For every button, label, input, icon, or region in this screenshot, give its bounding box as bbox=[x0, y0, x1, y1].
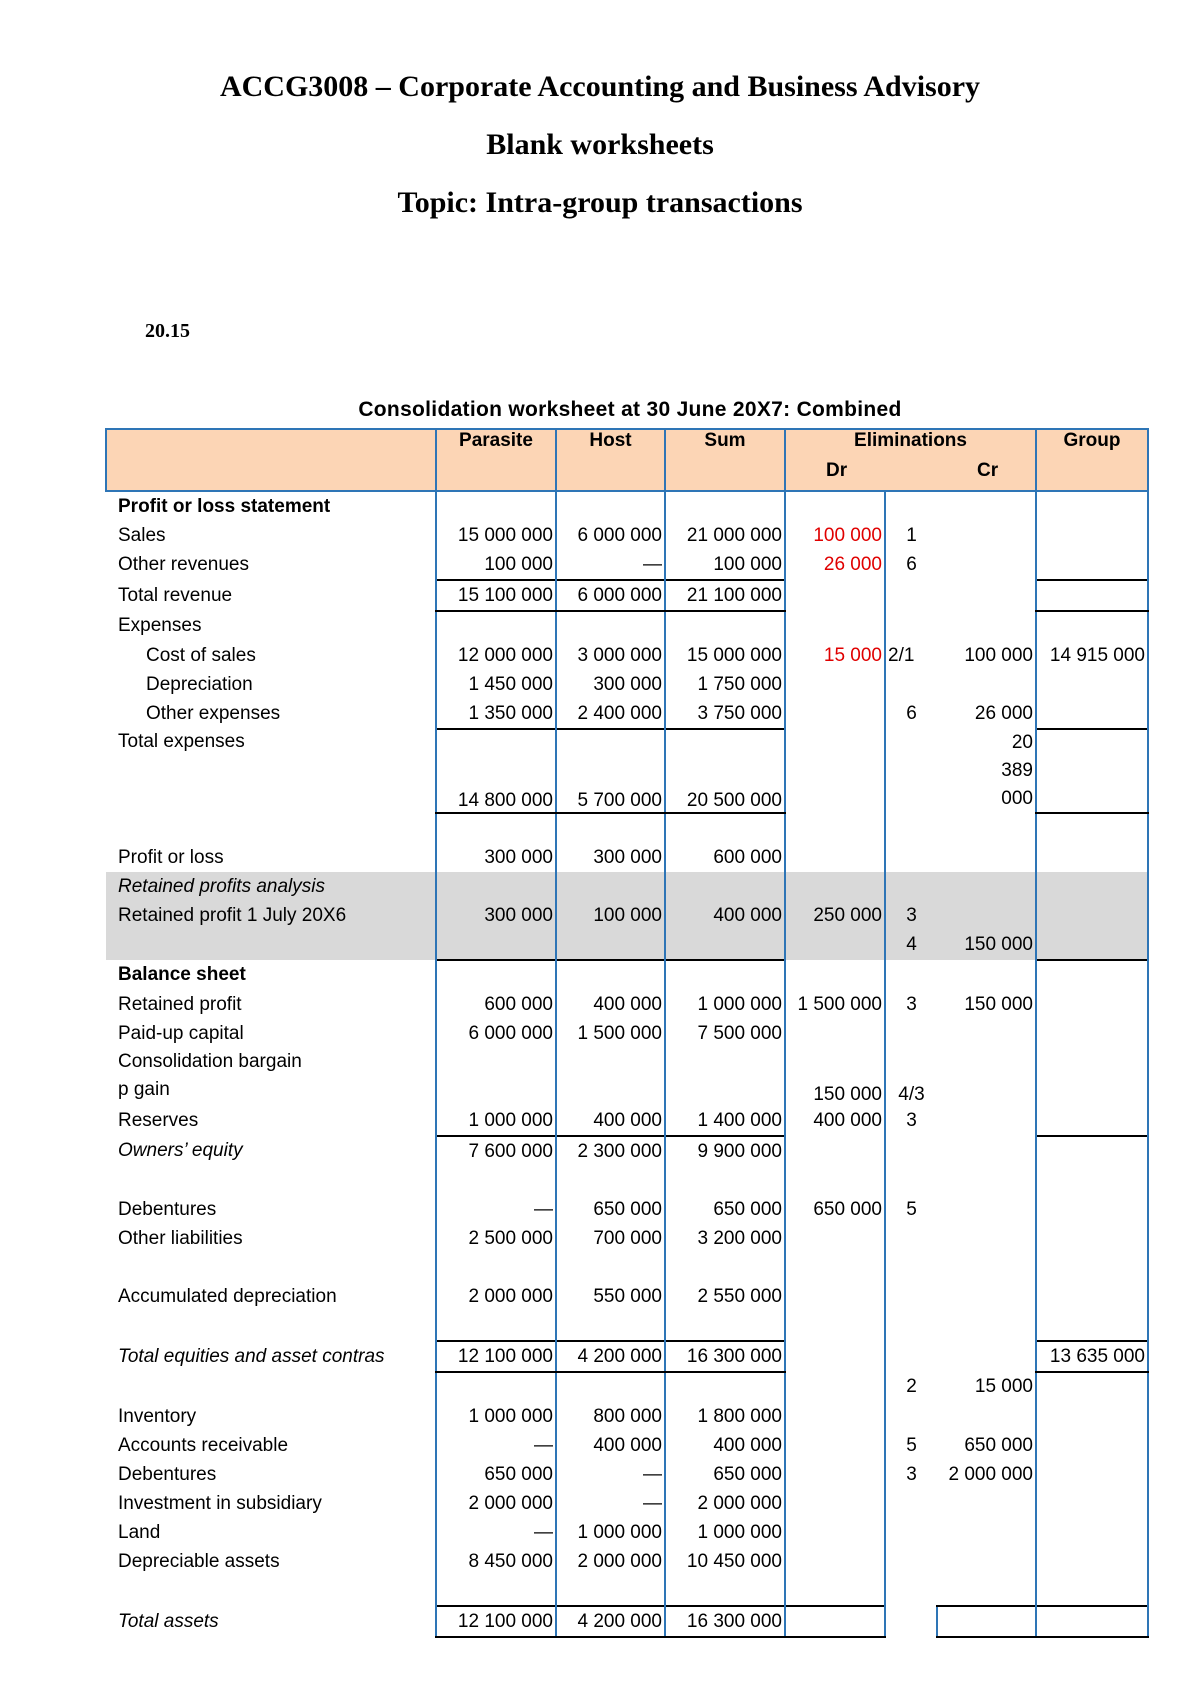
row-label: Expenses bbox=[118, 615, 202, 636]
parasite-cell: 6 000 000 bbox=[436, 1019, 556, 1048]
row-label: Debentures bbox=[118, 1198, 217, 1220]
row-label: Total assets bbox=[118, 1610, 219, 1632]
table-row bbox=[106, 1431, 1148, 1460]
ref-cell: 4/3 bbox=[885, 1048, 937, 1106]
row-label: Owners’ equity bbox=[118, 1140, 243, 1161]
sum-cell: 2 550 000 bbox=[665, 1282, 785, 1311]
row-label: Total expenses bbox=[118, 731, 245, 752]
group-cell bbox=[1036, 580, 1148, 611]
table-row bbox=[106, 843, 1148, 872]
host-cell: 400 000 bbox=[556, 1106, 665, 1136]
cr-cell: 150 000 bbox=[964, 993, 1033, 1015]
parasite-cell: 1 450 000 bbox=[436, 670, 556, 699]
host-cell: 2 400 000 bbox=[556, 699, 665, 729]
header-row bbox=[106, 429, 1148, 460]
sum-cell: 1 800 000 bbox=[665, 1402, 785, 1431]
col-header-cr: Cr bbox=[937, 460, 1036, 491]
table-row bbox=[106, 930, 1148, 960]
parasite-cell: 650 000 bbox=[436, 1460, 556, 1489]
question-number: 20.15 bbox=[145, 320, 190, 342]
spacer-row bbox=[106, 813, 1148, 843]
table-row bbox=[106, 901, 1148, 930]
row-label: Other expenses bbox=[146, 703, 281, 724]
table-row bbox=[106, 580, 1148, 611]
host-cell: 1 500 000 bbox=[556, 1019, 665, 1048]
consolidation-worksheet bbox=[105, 428, 1149, 1638]
table-row bbox=[106, 1136, 1148, 1166]
parasite-cell: 300 000 bbox=[436, 843, 556, 872]
parasite-cell: 2 000 000 bbox=[436, 1489, 556, 1518]
parasite-cell: 14 800 000 bbox=[436, 729, 556, 813]
host-cell: 6 000 000 bbox=[556, 521, 665, 550]
parasite-cell: 600 000 bbox=[436, 990, 556, 1019]
table-row bbox=[106, 1489, 1148, 1518]
dr-cell: 100 000 bbox=[785, 521, 885, 550]
row-label: Accumulated depreciation bbox=[118, 1285, 337, 1307]
parasite-cell: 8 450 000 bbox=[436, 1547, 556, 1576]
parasite-cell: 100 000 bbox=[436, 550, 556, 580]
ref-cell: 5 bbox=[885, 1431, 937, 1460]
ref-cell: 2/1 bbox=[885, 641, 937, 670]
row-label: Other revenues bbox=[118, 554, 249, 575]
ref-cell: 2 bbox=[885, 1372, 937, 1402]
ref-cell: 5 bbox=[885, 1195, 937, 1224]
header-label-cell bbox=[106, 429, 436, 460]
group-cell bbox=[1036, 1606, 1148, 1637]
table-row bbox=[106, 1606, 1148, 1637]
host-cell: 300 000 bbox=[556, 843, 665, 872]
section-title-pl: Profit or loss statement bbox=[118, 495, 331, 517]
ref-cell: 1 bbox=[885, 521, 937, 550]
table-row bbox=[106, 1341, 1148, 1372]
parasite-cell: — bbox=[436, 1195, 556, 1224]
table-row bbox=[106, 1460, 1148, 1489]
dr-cell: 150 000 bbox=[785, 1048, 885, 1106]
table-row bbox=[106, 1106, 1148, 1136]
sum-cell: 650 000 bbox=[665, 1460, 785, 1489]
sum-cell: 600 000 bbox=[665, 843, 785, 872]
ref-cell: 4 bbox=[885, 930, 937, 960]
col-header-sum: Sum bbox=[665, 429, 785, 460]
table-row bbox=[106, 611, 1148, 641]
row-label: Sales bbox=[118, 524, 166, 546]
parasite-cell: 2 500 000 bbox=[436, 1224, 556, 1253]
cr-cell: 100 000 bbox=[964, 644, 1033, 666]
col-header-host: Host bbox=[556, 429, 665, 460]
section-title-rp-analysis: Retained profits analysis bbox=[106, 872, 436, 901]
table-row bbox=[106, 990, 1148, 1019]
group-cell: 13 635 000 bbox=[1036, 1341, 1148, 1372]
parasite-cell: 1 000 000 bbox=[436, 1106, 556, 1136]
host-cell: 700 000 bbox=[556, 1224, 665, 1253]
cr-cell bbox=[937, 1606, 1036, 1637]
host-cell: 800 000 bbox=[556, 1402, 665, 1431]
host-cell: 650 000 bbox=[556, 1195, 665, 1224]
sum-cell: 9 900 000 bbox=[665, 1136, 785, 1166]
host-cell: 400 000 bbox=[556, 990, 665, 1019]
host-cell: 6 000 000 bbox=[556, 580, 665, 611]
row-label: Consolidation bargain p gain bbox=[118, 1051, 302, 1100]
table-row bbox=[106, 550, 1148, 580]
row-label: Total equities and asset contras bbox=[118, 1345, 385, 1367]
table-row bbox=[106, 670, 1148, 699]
host-cell: 550 000 bbox=[556, 1282, 665, 1311]
row-label: Investment in subsidiary bbox=[118, 1492, 322, 1514]
table-row bbox=[106, 1048, 1148, 1106]
sum-cell: 100 000 bbox=[665, 550, 785, 580]
table-row bbox=[106, 1402, 1148, 1431]
ref-cell: 3 bbox=[885, 901, 937, 930]
host-cell: 2 000 000 bbox=[556, 1547, 665, 1576]
table-row bbox=[106, 1019, 1148, 1048]
cr-cell: 2 000 000 bbox=[948, 1463, 1033, 1485]
sum-cell: 21 000 000 bbox=[665, 521, 785, 550]
dr-cell: 1 500 000 bbox=[785, 990, 885, 1019]
row-label: Inventory bbox=[118, 1405, 197, 1427]
cr-cell: 26 000 bbox=[974, 703, 1033, 724]
cr-cell: 15 000 bbox=[974, 1376, 1033, 1397]
parasite-cell: 15 100 000 bbox=[436, 580, 556, 611]
sum-cell: 21 100 000 bbox=[665, 580, 785, 611]
table-row bbox=[106, 1195, 1148, 1224]
section-row bbox=[106, 491, 1148, 521]
col-header-group: Group bbox=[1036, 429, 1148, 460]
dr-cell: 400 000 bbox=[785, 1106, 885, 1136]
dr-cell: 650 000 bbox=[785, 1195, 885, 1224]
parasite-cell: 7 600 000 bbox=[436, 1136, 556, 1166]
table-row bbox=[106, 1224, 1148, 1253]
sum-cell: 16 300 000 bbox=[665, 1341, 785, 1372]
host-cell: 3 000 000 bbox=[556, 641, 665, 670]
parasite-cell: 12 100 000 bbox=[436, 1341, 556, 1372]
table-row bbox=[106, 1547, 1148, 1576]
dr-cell: 250 000 bbox=[785, 901, 885, 930]
host-cell: 1 000 000 bbox=[556, 1518, 665, 1547]
dr-cell bbox=[785, 1606, 885, 1637]
sum-cell: 15 000 000 bbox=[665, 641, 785, 670]
row-label: Paid-up capital bbox=[118, 1022, 244, 1044]
table-row bbox=[106, 1282, 1148, 1311]
sum-cell: 2 000 000 bbox=[665, 1489, 785, 1518]
cr-cell: 150 000 bbox=[937, 930, 1036, 960]
host-cell: — bbox=[556, 1489, 665, 1518]
row-label: Retained profit bbox=[118, 993, 242, 1015]
table-row bbox=[106, 521, 1148, 550]
dr-cell: 26 000 bbox=[785, 550, 885, 580]
document-subtitle: Blank worksheets bbox=[486, 128, 714, 161]
sum-cell: 3 750 000 bbox=[665, 699, 785, 729]
row-label: Accounts receivable bbox=[118, 1434, 289, 1456]
host-cell: 400 000 bbox=[556, 1431, 665, 1460]
row-label: Depreciation bbox=[146, 673, 253, 695]
section-row bbox=[106, 960, 1148, 990]
ref-cell: 3 bbox=[885, 990, 937, 1019]
spacer-row bbox=[106, 1576, 1148, 1606]
host-cell: 2 300 000 bbox=[556, 1136, 665, 1166]
section-title-bs: Balance sheet bbox=[118, 964, 246, 985]
worksheet-title: Consolidation worksheet at 30 June 20X7: Combined bbox=[358, 398, 902, 421]
host-cell: 100 000 bbox=[556, 901, 665, 930]
dr-cell: 15 000 bbox=[785, 641, 885, 670]
group-cell: 14 915 000 bbox=[1036, 641, 1148, 670]
row-label: Cost of sales bbox=[146, 644, 256, 666]
parasite-cell: 12 000 000 bbox=[436, 641, 556, 670]
parasite-cell: 2 000 000 bbox=[436, 1282, 556, 1311]
row-label: Profit or loss bbox=[118, 846, 224, 868]
row-label: Land bbox=[118, 1521, 161, 1543]
table-row bbox=[106, 699, 1148, 729]
spacer-row bbox=[106, 1166, 1148, 1195]
sum-cell: 1 400 000 bbox=[665, 1106, 785, 1136]
sum-cell: 650 000 bbox=[665, 1195, 785, 1224]
host-cell: 300 000 bbox=[556, 670, 665, 699]
col-header-parasite: Parasite bbox=[436, 429, 556, 460]
row-label: Depreciable assets bbox=[118, 1550, 280, 1572]
sum-cell: 400 000 bbox=[665, 1431, 785, 1460]
ref-cell: 6 bbox=[885, 550, 937, 580]
parasite-cell: — bbox=[436, 1518, 556, 1547]
ref-cell: 3 bbox=[885, 1106, 937, 1136]
spacer-row bbox=[106, 1253, 1148, 1282]
row-label: Retained profit 1 July 20X6 bbox=[106, 901, 436, 930]
parasite-cell: 300 000 bbox=[436, 901, 556, 930]
spacer-row bbox=[106, 1311, 1148, 1341]
parasite-cell: 1 000 000 bbox=[436, 1402, 556, 1431]
document-title: ACCG3008 – Corporate Accounting and Business Advisory bbox=[219, 70, 981, 103]
host-cell: 4 200 000 bbox=[556, 1341, 665, 1372]
parasite-cell: 1 350 000 bbox=[436, 699, 556, 729]
sum-cell: 1 750 000 bbox=[665, 670, 785, 699]
parasite-cell: — bbox=[436, 1431, 556, 1460]
table-row bbox=[106, 1372, 1148, 1402]
host-cell: 5 700 000 bbox=[556, 729, 665, 813]
sum-cell: 1 000 000 bbox=[665, 1518, 785, 1547]
section-row bbox=[106, 872, 1148, 901]
sum-cell: 1 000 000 bbox=[665, 990, 785, 1019]
host-cell: — bbox=[556, 550, 665, 580]
col-header-eliminations: Eliminations bbox=[785, 429, 1036, 460]
sum-cell: 16 300 000 bbox=[665, 1606, 785, 1637]
host-cell: — bbox=[556, 1460, 665, 1489]
table-row bbox=[106, 729, 1148, 813]
sum-cell: 400 000 bbox=[665, 901, 785, 930]
ref-cell: 6 bbox=[885, 699, 937, 729]
col-header-dr: Dr bbox=[785, 460, 937, 491]
row-label: Total revenue bbox=[118, 584, 233, 606]
sum-cell: 3 200 000 bbox=[665, 1224, 785, 1253]
host-cell: 4 200 000 bbox=[556, 1606, 665, 1637]
sum-cell: 7 500 000 bbox=[665, 1019, 785, 1048]
row-label: Reserves bbox=[118, 1110, 199, 1131]
sum-cell: 10 450 000 bbox=[665, 1547, 785, 1576]
table-row bbox=[106, 641, 1148, 670]
row-label: Other liabilities bbox=[118, 1227, 243, 1249]
table-row bbox=[106, 1518, 1148, 1547]
cr-cell: 650 000 bbox=[964, 1434, 1033, 1456]
document-topic: Topic: Intra-group transactions bbox=[397, 186, 803, 219]
cr-cell: 20 389 000 bbox=[1001, 732, 1033, 809]
group-cell bbox=[1036, 729, 1148, 813]
subheader-row bbox=[106, 460, 1148, 491]
ref-cell: 3 bbox=[885, 1460, 937, 1489]
row-label: Debentures bbox=[118, 1463, 217, 1485]
parasite-cell: 12 100 000 bbox=[436, 1606, 556, 1637]
sum-cell: 20 500 000 bbox=[665, 729, 785, 813]
parasite-cell: 15 000 000 bbox=[436, 521, 556, 550]
